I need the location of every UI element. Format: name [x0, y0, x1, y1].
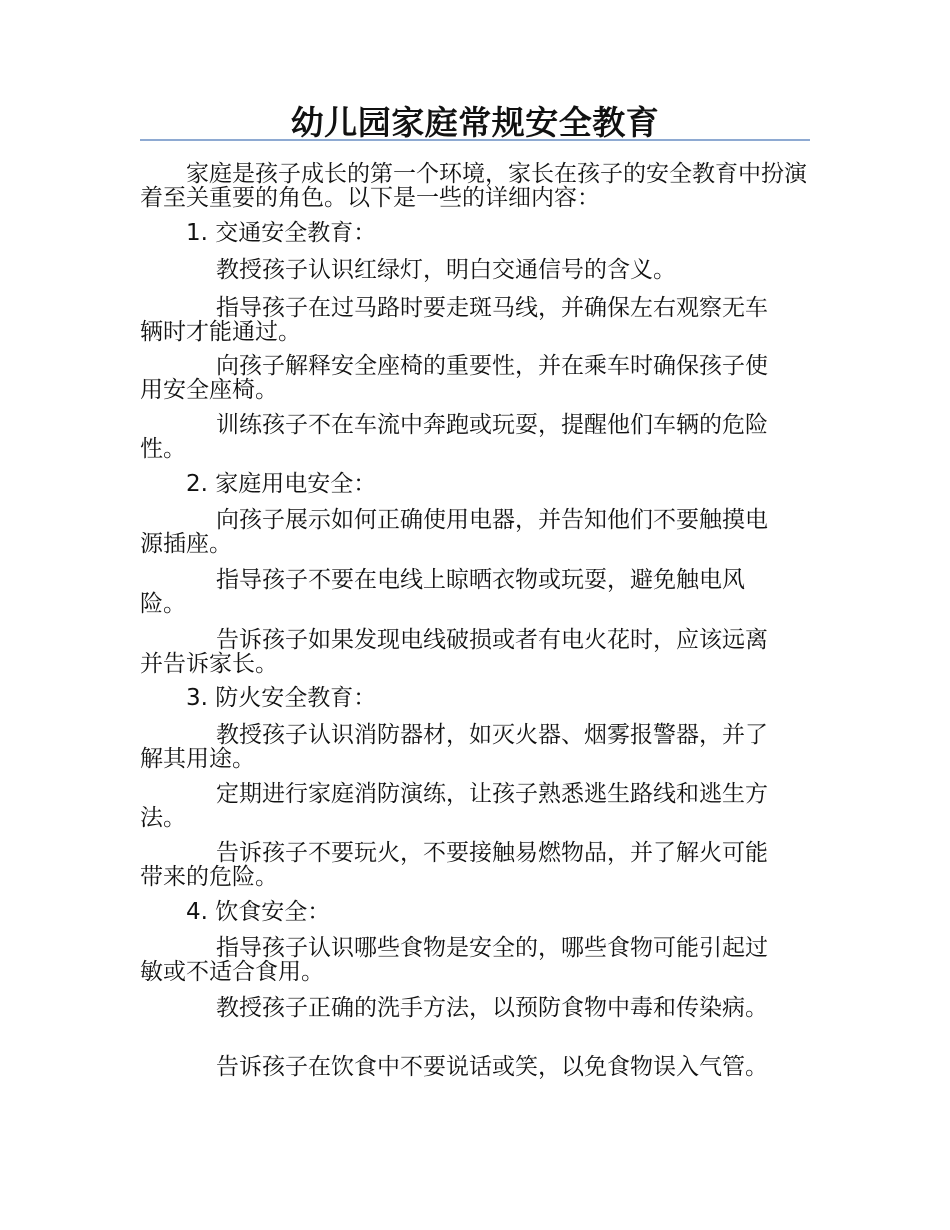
- list-item: 告诉孩子不要玩火，不要接触易燃物品，并了解火可能带来的危险。: [140, 840, 768, 890]
- list-item: 训练孩子不在车流中奔跑或玩耍，提醒他们车辆的危险性。: [140, 412, 768, 462]
- list-item: 告诉孩子如果发现电线破损或者有电火花时，应该远离并告诉家长。: [140, 627, 768, 677]
- section-heading-traffic: 1. 交通安全教育：: [186, 220, 377, 246]
- list-item: 指导孩子不要在电线上晾晒衣物或玩耍，避免触电风险。: [140, 567, 745, 617]
- section-heading-electricity: 2. 家庭用电安全：: [186, 471, 377, 497]
- list-item: 指导孩子在过马路时要走斑马线，并确保左右观察无车辆时才能通过。: [140, 295, 768, 345]
- list-item: 教授孩子认识红绿灯，明白交通信号的含义。: [216, 257, 676, 283]
- list-item: 指导孩子认识哪些食物是安全的，哪些食物可能引起过敏或不适合食用。: [140, 935, 768, 985]
- list-item: 定期进行家庭消防演练，让孩子熟悉逃生路线和逃生方法。: [140, 781, 768, 831]
- intro-paragraph: 家庭是孩子成长的第一个环境，家长在孩子的安全教育中扮演着至关重要的角色。以下是一些的详细内容：: [140, 161, 807, 211]
- list-item: 告诉孩子在饮食中不要说话或笑，以免食物误入气管。: [216, 1054, 768, 1080]
- title-underline: [140, 139, 810, 141]
- list-item: 教授孩子正确的洗手方法，以预防食物中毒和传染病。: [216, 995, 768, 1021]
- list-item: 向孩子解释安全座椅的重要性，并在乘车时确保孩子使用安全座椅。: [140, 353, 768, 403]
- document-title: 幼儿园家庭常规安全教育: [290, 103, 660, 142]
- section-heading-food: 4. 饮食安全：: [186, 899, 331, 925]
- list-item: 向孩子展示如何正确使用电器，并告知他们不要触摸电源插座。: [140, 507, 768, 557]
- list-item: 教授孩子认识消防器材，如灭火器、烟雾报警器，并了解其用途。: [140, 722, 768, 772]
- section-heading-fire: 3. 防火安全教育：: [186, 685, 377, 711]
